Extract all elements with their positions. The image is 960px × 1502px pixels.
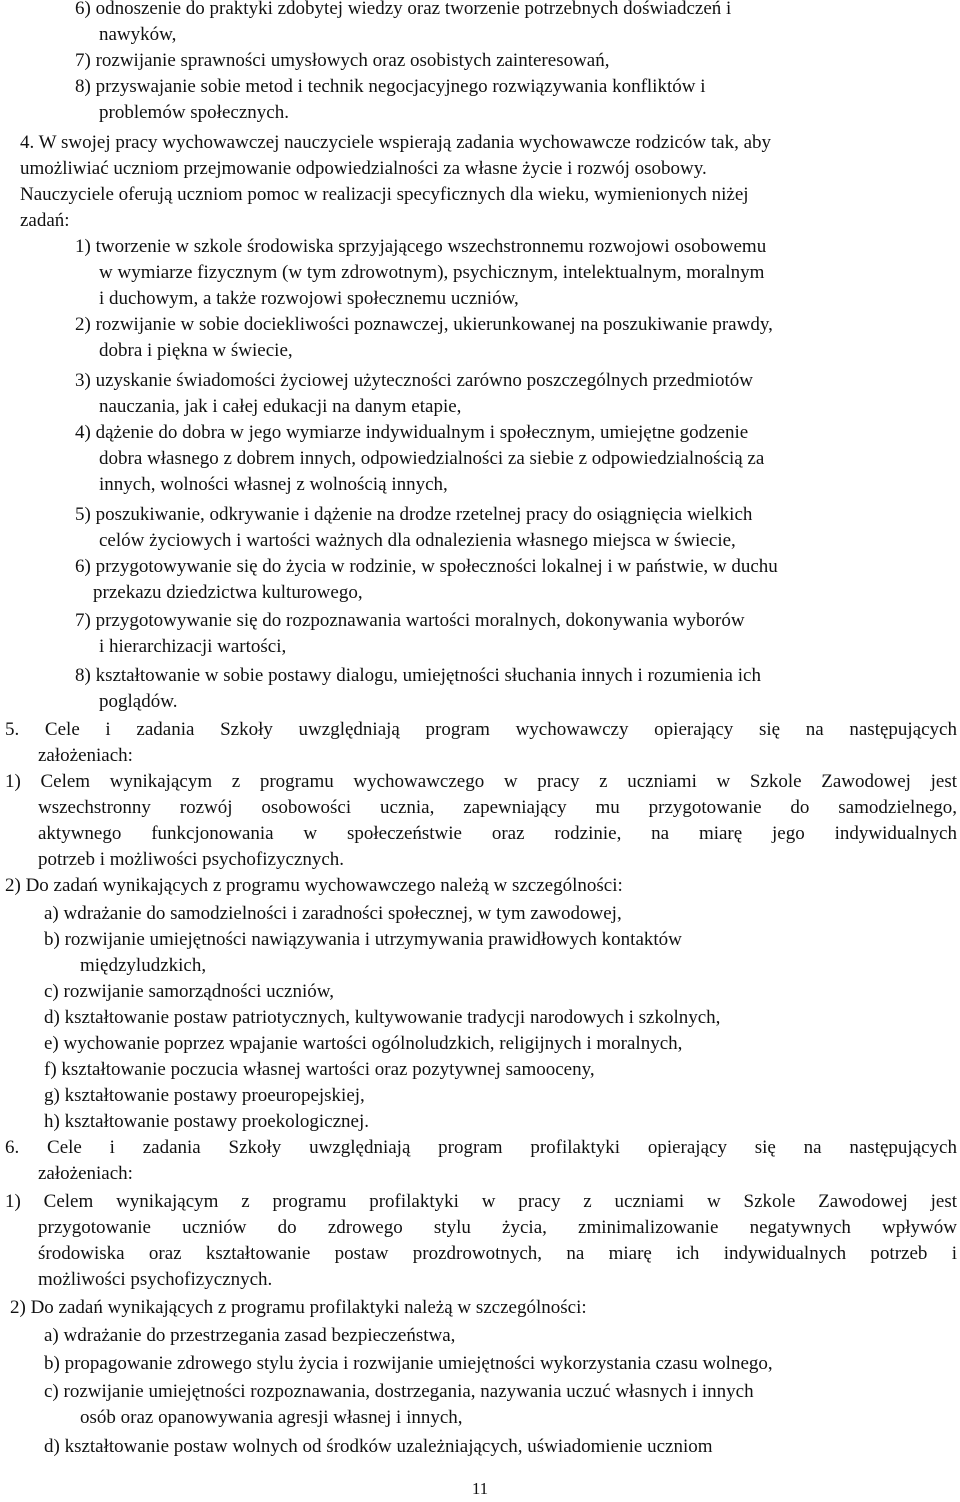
list-item-d: d) kształtowanie postaw wolnych od środków uzależniających, uświadomienie uczniom (44, 1436, 713, 1457)
section-4-paragraph: Nauczyciele oferują uczniom pomoc w realizacji specyficznych dla wieku, wymienionych niżej (20, 184, 749, 205)
list-item-h: h) kształtowanie postawy proekologicznej. (44, 1111, 370, 1132)
task-item-2-cont: dobra i piękna w świecie, (99, 340, 293, 361)
task-item-6-cont: przekazu dziedzictwa kulturowego, (93, 582, 363, 603)
list-item-b: b) propagowanie zdrowego stylu życia i rozwijanie umiejętności wykorzystania czasu wolnego, (44, 1353, 773, 1374)
section-5-point-2: 2) Do zadań wynikających z programu wychowawczego należą w szczególności: (5, 875, 623, 896)
task-item-3: 3) uzyskanie świadomości życiowej użyteczności zarówno poszczególnych przedmiotów (75, 370, 753, 391)
section-6-heading: 6. Cele i zadania Szkoły uwzględniają program profilaktyki opierający się na następujących (5, 1137, 957, 1158)
section-6-point-1: 1) Celem wynikającym z programu profilaktyki w pracy z uczniami w Szkole Zawodowej jest (5, 1191, 957, 1212)
list-item-f: f) kształtowanie poczucia własnej wartości oraz pozytywnej samooceny, (44, 1059, 595, 1080)
section-6-point-1-cont: środowiska oraz kształtowanie postaw prozdrowotnych, na miarę ich indywidualnych potrzeb i (38, 1243, 957, 1264)
list-item: 7) rozwijanie sprawności umysłowych oraz osobistych zainteresowań, (75, 50, 610, 71)
task-item-2: 2) rozwijanie w sobie dociekliwości poznawczej, ukierunkowanej na poszukiwanie prawdy, (75, 314, 773, 335)
list-item-c: c) rozwijanie samorządności uczniów, (44, 981, 334, 1002)
section-5-heading: 5. Cele i zadania Szkoły uwzględniają program wychowawczy opierający się na następujących (5, 719, 957, 740)
section-5-point-1: 1) Celem wynikającym z programu wychowawczego w pracy z uczniami w Szkole Zawodowej jest (5, 771, 957, 792)
section-4-paragraph: zadań: (20, 210, 70, 231)
section-6-point-2: 2) Do zadań wynikających z programu profilaktyki należą w szczególności: (10, 1297, 587, 1318)
task-item-7-cont: i hierarchizacji wartości, (99, 636, 287, 657)
section-5-point-1-cont: wszechstronny rozwój osobowości ucznia, zapewniający mu przygotowanie do samodzielnego, (38, 797, 957, 818)
list-item-cont: problemów społecznych. (99, 102, 289, 123)
task-item-4-cont: innych, wolności własnej z wolnością innych, (99, 474, 448, 495)
task-item-4: 4) dążenie do dobra w jego wymiarze indywidualnym i społecznym, umiejętne godzenie (75, 422, 749, 443)
task-item-5: 5) poszukiwanie, odkrywanie i dążenie na drodze rzetelnej pracy do osiągnięcia wielkich (75, 504, 753, 525)
list-item-g: g) kształtowanie postawy proeuropejskiej, (44, 1085, 365, 1106)
list-item: 6) odnoszenie do praktyki zdobytej wiedzy oraz tworzenie potrzebnych doświadczeń i (75, 0, 732, 19)
list-item-cont: nawyków, (99, 24, 177, 45)
task-item-8: 8) kształtowanie w sobie postawy dialogu, umiejętności słuchania innych i rozumienia ich (75, 665, 761, 686)
section-6-heading-cont: założeniach: (38, 1163, 133, 1184)
task-item-3-cont: nauczania, jak i całej edukacji na danym etapie, (99, 396, 462, 417)
list-item-c-cont: osób oraz opanowywania agresji własnej i innych, (80, 1407, 463, 1428)
task-item-8-cont: poglądów. (99, 691, 178, 712)
task-item-1-cont: w wymiarze fizycznym (w tym zdrowotnym), psychicznym, intelektualnym, moralnym (99, 262, 765, 283)
task-item-1: 1) tworzenie w szkole środowiska sprzyjającego wszechstronnemu rozwojowi osobowemu (75, 236, 767, 257)
list-item-b: b) rozwijanie umiejętności nawiązywania i utrzymywania prawidłowych kontaktów (44, 929, 682, 950)
list-item: 8) przyswajanie sobie metod i technik negocjacyjnego rozwiązywania konfliktów i (75, 76, 706, 97)
section-6-point-1-cont: możliwości psychofizycznych. (38, 1269, 273, 1290)
section-4-paragraph: 4. W swojej pracy wychowawczej nauczyciele wspierają zadania wychowawcze rodziców tak, aby (20, 132, 772, 153)
task-item-6: 6) przygotowywanie się do życia w rodzinie, w społeczności lokalnej i w państwie, w duchu (75, 556, 778, 577)
task-item-7: 7) przygotowywanie się do rozpoznawania wartości moralnych, dokonywania wyborów (75, 610, 745, 631)
section-5-point-1-cont: potrzeb i możliwości psychofizycznych. (38, 849, 345, 870)
task-item-1-cont: i duchowym, a także rozwojowi społecznemu uczniów, (99, 288, 519, 309)
list-item-e: e) wychowanie poprzez wpajanie wartości ogólnoludzkich, religijnych i moralnych, (44, 1033, 683, 1054)
section-6-point-1-cont: przygotowanie uczniów do zdrowego stylu życia, zminimalizowanie negatywnych wpływów (38, 1217, 957, 1238)
section-5-point-1-cont: aktywnego funkcjonowania w społeczeństwie oraz rodzinie, na miarę jego indywidualnych (38, 823, 957, 844)
section-4-paragraph: umożliwiać uczniom przejmowanie odpowiedzialności za własne życie i rozwój osobowy. (20, 158, 707, 179)
list-item-d: d) kształtowanie postaw patriotycznych, kultywowanie tradycji narodowych i szkolnych, (44, 1007, 721, 1028)
page-number: 11 (471, 1479, 489, 1498)
task-item-5-cont: celów życiowych i wartości ważnych dla odnalezienia własnego miejsca w świecie, (99, 530, 736, 551)
list-item-c: c) rozwijanie umiejętności rozpoznawania, dostrzegania, nazywania uczuć własnych i innych (44, 1381, 754, 1402)
list-item-a: a) wdrażanie do samodzielności i zaradności społecznej, w tym zawodowej, (44, 903, 622, 924)
list-item-a: a) wdrażanie do przestrzegania zasad bezpieczeństwa, (44, 1325, 456, 1346)
list-item-b-cont: międzyludzkich, (80, 955, 207, 976)
section-5-heading-cont: założeniach: (38, 745, 133, 766)
task-item-4-cont: dobra własnego z dobrem innych, odpowiedzialności za siebie z odpowiedzialnością za (99, 448, 765, 469)
